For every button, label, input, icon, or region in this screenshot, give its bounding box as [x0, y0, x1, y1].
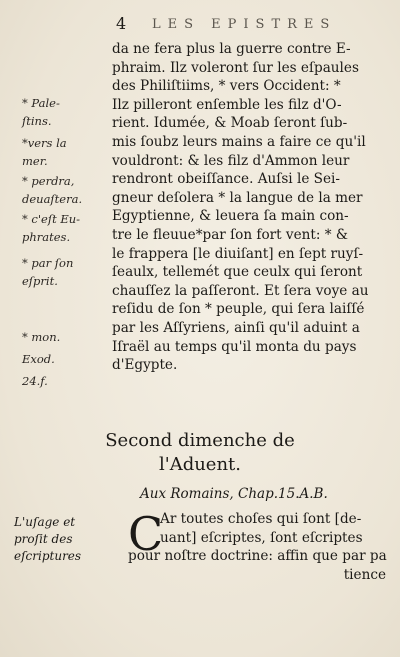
body-line: rient. Idumée, & Moab ſeront ſub-: [112, 115, 348, 132]
body-line: chauſſez la paſſeront. Et ſera voye au: [112, 282, 369, 299]
section-title-line: Second dimenche de: [105, 430, 295, 451]
body-line: tre le fleuue*par ſon fort vent: * &: [112, 226, 348, 243]
body-line: par les Aſſyriens, ainſi qu'il aduint a: [112, 319, 360, 336]
epistle-line: Ar toutes choſes qui ſont [de-: [160, 511, 362, 527]
epistle-line: tience: [343, 566, 386, 583]
epistle-reference: Aux Romains, Chap.15.A.B.: [140, 486, 328, 502]
page-number: 4: [116, 14, 127, 33]
body-line: rendront obeiſſance. Auſsi le Sei-: [112, 171, 340, 188]
margin-note: * perdra,: [22, 174, 75, 188]
body-line: Egyptienne, & leuera ſa main con-: [112, 208, 349, 225]
body-line: da ne fera plus la guerre contre E-: [112, 41, 351, 57]
body-line: gneur deſolera * la langue de la mer: [112, 189, 363, 206]
page-header: [28, 14, 382, 38]
body-line: reſidu de ſon * peuple, qui ſera laiſſé: [112, 301, 365, 318]
rubric-line: eſcriptures: [14, 549, 82, 563]
section-title-line: l'Aduent.: [158, 454, 242, 475]
body-line: le frappera [le diuiſant] en ſept ruyſ-: [112, 245, 364, 262]
epistle-line: pour noſtre doctrine: affin que par pa: [128, 548, 387, 565]
margin-note: Exod.: [22, 352, 55, 366]
margin-note: mer.: [22, 154, 48, 168]
margin-note: phrates.: [22, 230, 71, 244]
body-line: d'Egypte.: [112, 357, 178, 374]
margin-note: 24.f.: [22, 374, 48, 388]
margin-note: * c'eſt Eu-: [22, 212, 81, 226]
epistle-line: uant] eſcriptes, ſont eſcriptes: [160, 529, 363, 546]
rubric-line: proſit des: [14, 532, 73, 546]
body-line: des Philiſtiims, * vers Occident: *: [112, 78, 341, 95]
margin-note: ſtins.: [22, 114, 52, 128]
body-text: [112, 40, 392, 375]
body-line: Iſraël au temps qu'il monta du pays: [112, 338, 357, 355]
rubric-line: L'uſage et: [14, 515, 76, 529]
rubric-note: [14, 514, 134, 565]
margin-note: eſprit.: [22, 274, 58, 288]
margin-note: *vers la: [22, 136, 67, 150]
margin-note: * Pale-: [22, 96, 60, 110]
body-line: ſeaulx, tellemét que ceulx qui ſeront: [112, 264, 363, 281]
margin-note: * par ſon: [22, 256, 74, 270]
running-head: LES EPISTRES: [152, 17, 337, 32]
margin-note: deuaſtera.: [22, 192, 83, 206]
margin-note: * mon.: [22, 330, 61, 344]
body-line: phraim. Ilz voleront ſur les eſpaules: [112, 59, 359, 76]
body-line: vouldront: & les filz d'Ammon leur: [112, 152, 350, 169]
drop-cap: C: [128, 507, 164, 561]
body-line: mis ſoubz leurs mains a faire ce qu'il: [112, 133, 366, 150]
body-line: Ilz pilleront enſemble les filz d'O-: [112, 96, 342, 113]
epistle-text: [128, 510, 398, 584]
